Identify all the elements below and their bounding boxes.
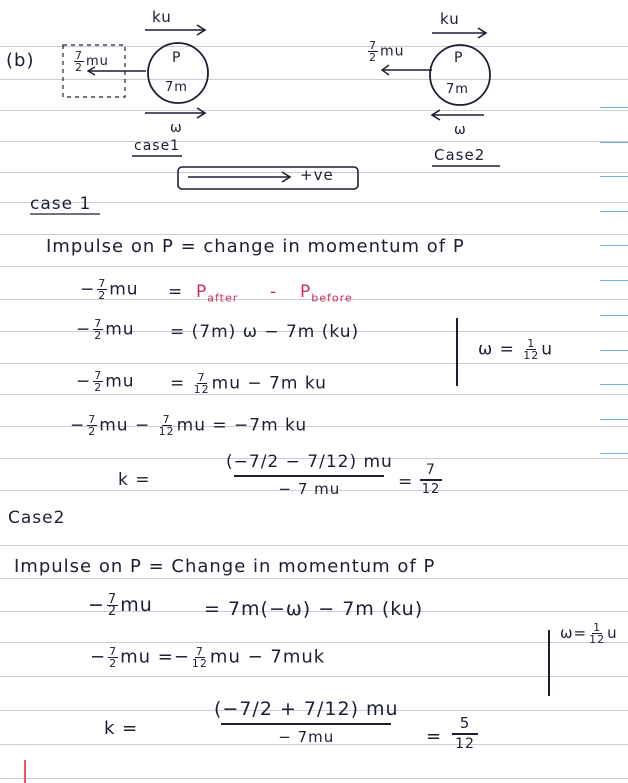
case1-side-note: ω = $\frac{1}{12}$ u	[478, 337, 554, 362]
page-break	[0, 500, 628, 512]
case1-eq3-rhs: = $\frac{7}{12}$ mu − 7m ku	[170, 371, 327, 396]
margin-line	[24, 760, 26, 783]
case1-statement: Impulse on P = change in momentum of P	[46, 236, 465, 257]
case2-k-equals: =	[426, 726, 443, 747]
case1-eq1-lhs: − $\frac{7}{2}$ mu	[80, 277, 139, 302]
case2-eq2: − $\frac{7}{2}$ mu =− $\frac{7}{12}$ mu − 7muk	[90, 645, 326, 670]
case2-heading: Case2	[8, 508, 66, 528]
case1-k-result: 7 12	[421, 462, 441, 497]
case2-ball-label: P	[454, 50, 464, 66]
case2-k-result: 5 12	[452, 714, 478, 752]
case2-side-divider	[548, 630, 550, 696]
case2-statement: Impulse on P = Change in momentum of P	[14, 556, 436, 577]
case2-k-numerator: (−7/2 + 7/12) mu	[214, 698, 399, 720]
case1-eq4: − $\frac{7}{2}$ mu − $\frac{7}{12}$ mu = −7m ku	[70, 413, 308, 438]
case1-heading: case 1	[30, 194, 92, 214]
case2-eq1-lhs: − $\frac{7}{2}$ mu	[88, 592, 153, 619]
case1-k-equals: =	[398, 472, 414, 492]
case2-eq1-rhs: = 7m(−ω) − 7m (ku)	[204, 598, 424, 620]
case2-k-fraction	[214, 698, 399, 746]
case2-top-velocity: ku	[440, 10, 460, 28]
case1-side-divider	[456, 318, 458, 386]
sign-convention: +ve	[300, 166, 334, 184]
case2-k-label: k =	[104, 718, 139, 739]
case1-impulse-label: $\frac{7}{2}$ mu	[75, 49, 109, 74]
case1-k-label: k =	[118, 470, 151, 490]
case1-eq1-p-after: $P_{after}$	[196, 282, 239, 305]
part-label: (b)	[6, 50, 35, 71]
case2-caption: Case2	[434, 146, 486, 164]
case1-eq2-rhs: = (7m) ω − 7m (ku)	[170, 322, 360, 342]
case1-eq1-p-before: $P_{before}$	[300, 282, 353, 305]
case1-eq1-equals: =	[168, 282, 184, 302]
case1-k-fraction	[226, 452, 393, 498]
case2-k-denominator: − 7mu	[278, 728, 335, 746]
case1-k-denominator: − 7 mu	[278, 480, 341, 498]
case2-bottom-velocity: ω	[454, 122, 467, 138]
case1-bottom-velocity: ω	[170, 120, 183, 136]
case1-eq3-lhs: − $\frac{7}{2}$ mu	[76, 369, 135, 394]
case2-impulse-label: $\frac{7}{2}$ mu	[369, 39, 405, 64]
case1-ball-mass: 7m	[165, 80, 188, 95]
case1-ball-label: P	[172, 50, 182, 66]
case1-caption: case1	[134, 138, 181, 154]
case2-ball-mass: 7m	[446, 82, 469, 97]
case1-eq2-lhs: − $\frac{7}{2}$ mu	[76, 317, 135, 342]
case1-top-velocity: ku	[152, 8, 172, 26]
case1-k-numerator: (−7/2 − 7/12) mu	[226, 452, 393, 472]
case2-side-note: ω= $\frac{1}{12}$ u	[560, 621, 618, 646]
case1-eq1-minus: -	[270, 282, 278, 302]
